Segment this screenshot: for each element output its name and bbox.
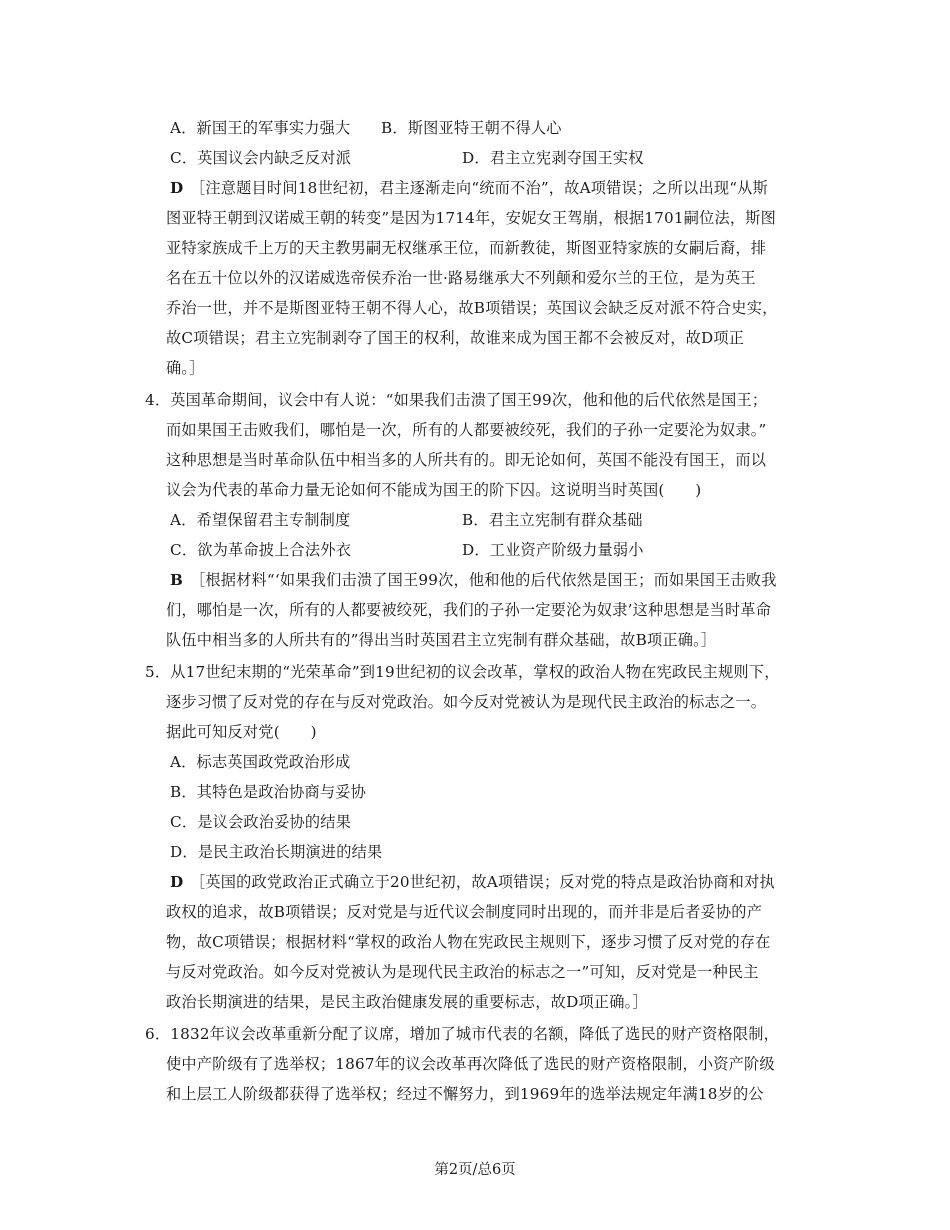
q4-option-b: B．君主立宪制有群众基础 — [462, 511, 643, 529]
q4-explanation-line: 们，哪怕是一次，所有的人都要被绞死，我们的子孙一定要沦为奴隶’这种思想是当时革命 — [166, 601, 772, 619]
q4-stem-line: 这种思想是当时革命队伍中相当多的人所共有的。即无论如何，英国不能没有国王，而以 — [166, 451, 767, 469]
q3-explanation-line: 亚特家族成千上万的天主教男嗣无权继承王位，而新教徒，斯图亚特家族的女嗣后裔，排 — [166, 239, 767, 257]
q6-stem-line: 和上层工人阶级都获得了选举权；经过不懈努力，到1969年的选举法规定年满18岁的公 — [166, 1085, 764, 1103]
q4-stem-line: 4．英国革命期间，议会中有人说：“如果我们击溃了国王99次，他和他的后代依然是国王； — [145, 391, 768, 409]
q3-option-d: D．君主立宪剥夺国王实权 — [462, 149, 644, 167]
q3-explanation-line: 名在五十位以外的汉诺威选帝侯乔治一世·路易继承大不列颠和爱尔兰的王位，是为英王 — [166, 269, 756, 287]
q5-explanation-line: 与反对党政治。如今反对党被认为是现代民主政治的标志之一”可知，反对党是一种民主 — [166, 963, 759, 981]
q4-option-c: C．欲为革命披上合法外衣 — [170, 541, 352, 559]
q3-answer: D — [170, 179, 184, 197]
q5-stem-line: 5．从17世纪末期的“光荣革命”到19世纪初的议会改革，掌权的政治人物在宪政民主规则下， — [145, 663, 780, 681]
q3-option-c: C．英国议会内缺乏反对派 — [170, 149, 352, 167]
q3-explanation-line: 图亚特王朝到汉诺威王朝的转变”是因为1714年，安妮女王驾崩，根据1701嗣位法，斯图 — [166, 209, 777, 227]
q5-explanation-line: 物，故C项错误；根据材料“掌权的政治人物在宪政民主规则下，逐步习惯了反对党的存在 — [166, 933, 771, 951]
q5-explanation-line: ［英国的政党政治正式确立于20世纪初，故A项错误；反对党的特点是政治协商和对执 — [190, 873, 775, 891]
q4-option-d: D．工业资产阶级力量弱小 — [462, 541, 644, 559]
q4-option-a: A．希望保留君主专制制度 — [170, 511, 351, 529]
q5-explanation-line: 政治长期演进的结果，是民主政治健康发展的重要标志，故D项正确。］ — [166, 993, 648, 1011]
q4-answer: B — [170, 571, 184, 589]
page-number-footer: 第2页/总6页 — [434, 1162, 516, 1178]
q4-explanation-line: ［根据材料“‘如果我们击溃了国王99次，他和他的后代依然是国王；而如果国王击败我 — [190, 571, 777, 589]
q4-stem-line: 而如果国王击败我们，哪怕是一次，所有的人都要被绞死，我们的子孙一定要沦为奴隶。” — [166, 421, 767, 439]
q3-explanation-line: 故C项错误；君主立宪制剥夺了国王的权利，故谁来成为国王都不会被反对，故D项正 — [166, 329, 745, 347]
q4-stem-line: 议会为代表的革命力量无论如何不能成为国王的阶下囚。这说明当时英国( ) — [166, 481, 702, 499]
q6-stem-line: 使中产阶级有了选举权；1867年的议会改革再次降低了选民的财产资格限制，小资产阶级 — [166, 1055, 775, 1073]
q5-stem-line: 逐步习惯了反对党的存在与反对党政治。如今反对党被认为是现代民主政治的标志之一。 — [166, 693, 767, 711]
q5-answer: D — [170, 873, 184, 891]
q4-explanation-line: 队伍中相当多的人所共有的”得出当时英国君主立宪制有群众基础，故B项正确。］ — [166, 631, 717, 649]
q3-explanation-line: ［注意题目时间18世纪初，君主逐渐走向“统而不治”，故A项错误；之所以出现“从斯 — [190, 179, 768, 197]
q5-explanation-line: 政权的追求，故B项错误；反对党是与近代议会制度同时出现的，而并非是后者妥协的产 — [166, 903, 763, 921]
q3-explanation-line: 乔治一世，并不是斯图亚特王朝不得人心，故B项错误；英国议会缺乏反对派不符合史实， — [166, 299, 778, 317]
q5-option-c: C．是议会政治妥协的结果 — [170, 813, 352, 831]
q5-option-d: D．是民主政治长期演进的结果 — [170, 843, 383, 861]
q3-explanation-line: 确。］ — [166, 359, 205, 377]
q3-option-b: B．斯图亚特王朝不得人心 — [381, 119, 562, 137]
q6-stem-line: 6．1832年议会改革重新分配了议席，增加了城市代表的名额，降低了选民的财产资格限制， — [145, 1025, 780, 1043]
q3-option-a: A．新国王的军事实力强大 — [170, 119, 351, 137]
q5-option-a: A．标志英国政党政治形成 — [170, 753, 351, 771]
q5-option-b: B．其特色是政治协商与妥协 — [170, 783, 367, 801]
q5-stem-line: 据此可知反对党( ) — [166, 723, 317, 741]
